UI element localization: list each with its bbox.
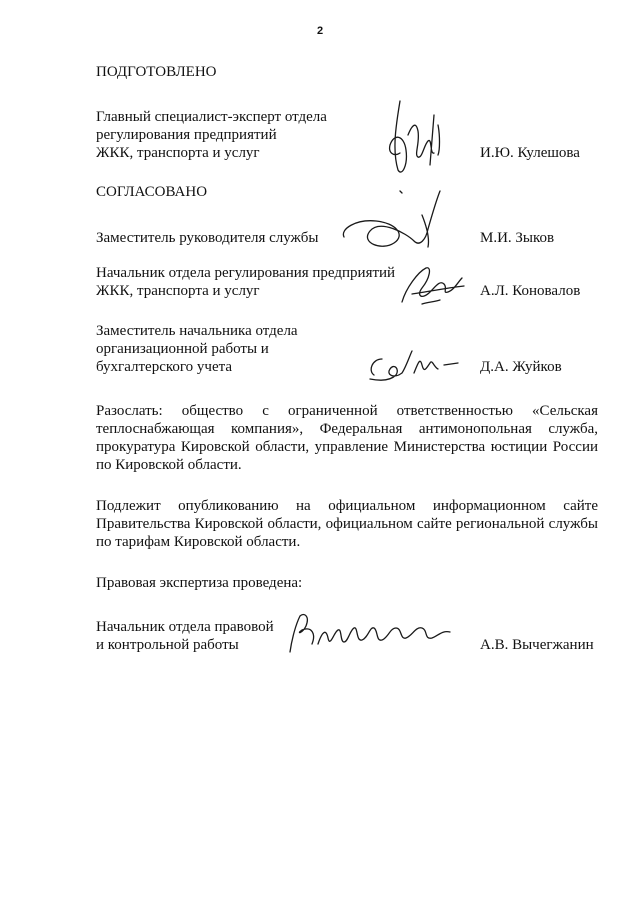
- prepared-name: И.Ю. Кулешова: [480, 145, 580, 161]
- signature-kuleshova: [378, 95, 450, 180]
- paragraph-line: по Кировской области.: [96, 457, 242, 473]
- role-line: ЖКК, транспорта и услуг: [96, 145, 260, 161]
- signature-vychegzhanin: [282, 608, 462, 660]
- role-line: Заместитель руководителя службы: [96, 230, 319, 246]
- signature-zhuikov: [360, 345, 470, 387]
- prepared-heading: ПОДГОТОВЛЕНО: [96, 64, 217, 80]
- signature-zykov: [336, 185, 456, 257]
- agreed-heading: СОГЛАСОВАНО: [96, 184, 208, 200]
- paragraph-line: Разослать: общество с ограниченной ответственностью «Сельская: [96, 403, 598, 419]
- paragraph-line: прокуратура Кировской области, управление Министерства юстиции России: [96, 439, 598, 455]
- distribution-paragraph: [96, 402, 598, 474]
- paragraph-line: Правительства Кировской области, официальном сайте региональной службы: [96, 516, 598, 532]
- role-line: Главный специалист-эксперт отдела: [96, 109, 327, 125]
- legal-review-note: Правовая экспертиза проведена:: [96, 575, 303, 591]
- page-number: 2: [316, 25, 324, 37]
- role-line: Начальник отдела регулирования предприятий: [96, 265, 396, 281]
- paragraph-line: по тарифам Кировской области.: [96, 534, 301, 550]
- prepared-role: [96, 108, 416, 162]
- publication-paragraph: [96, 497, 598, 551]
- signature-konovalov: [392, 258, 472, 310]
- paragraph-line: теплоснабжающая компания», Федеральная антимонопольная служба,: [96, 421, 598, 437]
- role-line: ЖКК, транспорта и услуг: [96, 283, 260, 299]
- paragraph-line: Подлежит опубликованию на официальном информационном сайте: [96, 498, 598, 514]
- signer-name: Д.А. Жуйков: [480, 359, 562, 375]
- role-line: бухгалтерского учета: [96, 359, 233, 375]
- signer-role: [96, 264, 416, 300]
- role-line: Начальник отдела правовой: [96, 619, 274, 635]
- signer-name: М.И. Зыков: [480, 230, 555, 246]
- signer-name: А.Л. Коновалов: [480, 283, 581, 299]
- legal-review-name: А.В. Вычегжанин: [480, 637, 594, 653]
- role-line: регулирования предприятий: [96, 127, 277, 143]
- role-line: Заместитель начальника отдела: [96, 323, 298, 339]
- role-line: организационной работы и: [96, 341, 269, 357]
- role-line: и контрольной работы: [96, 637, 239, 653]
